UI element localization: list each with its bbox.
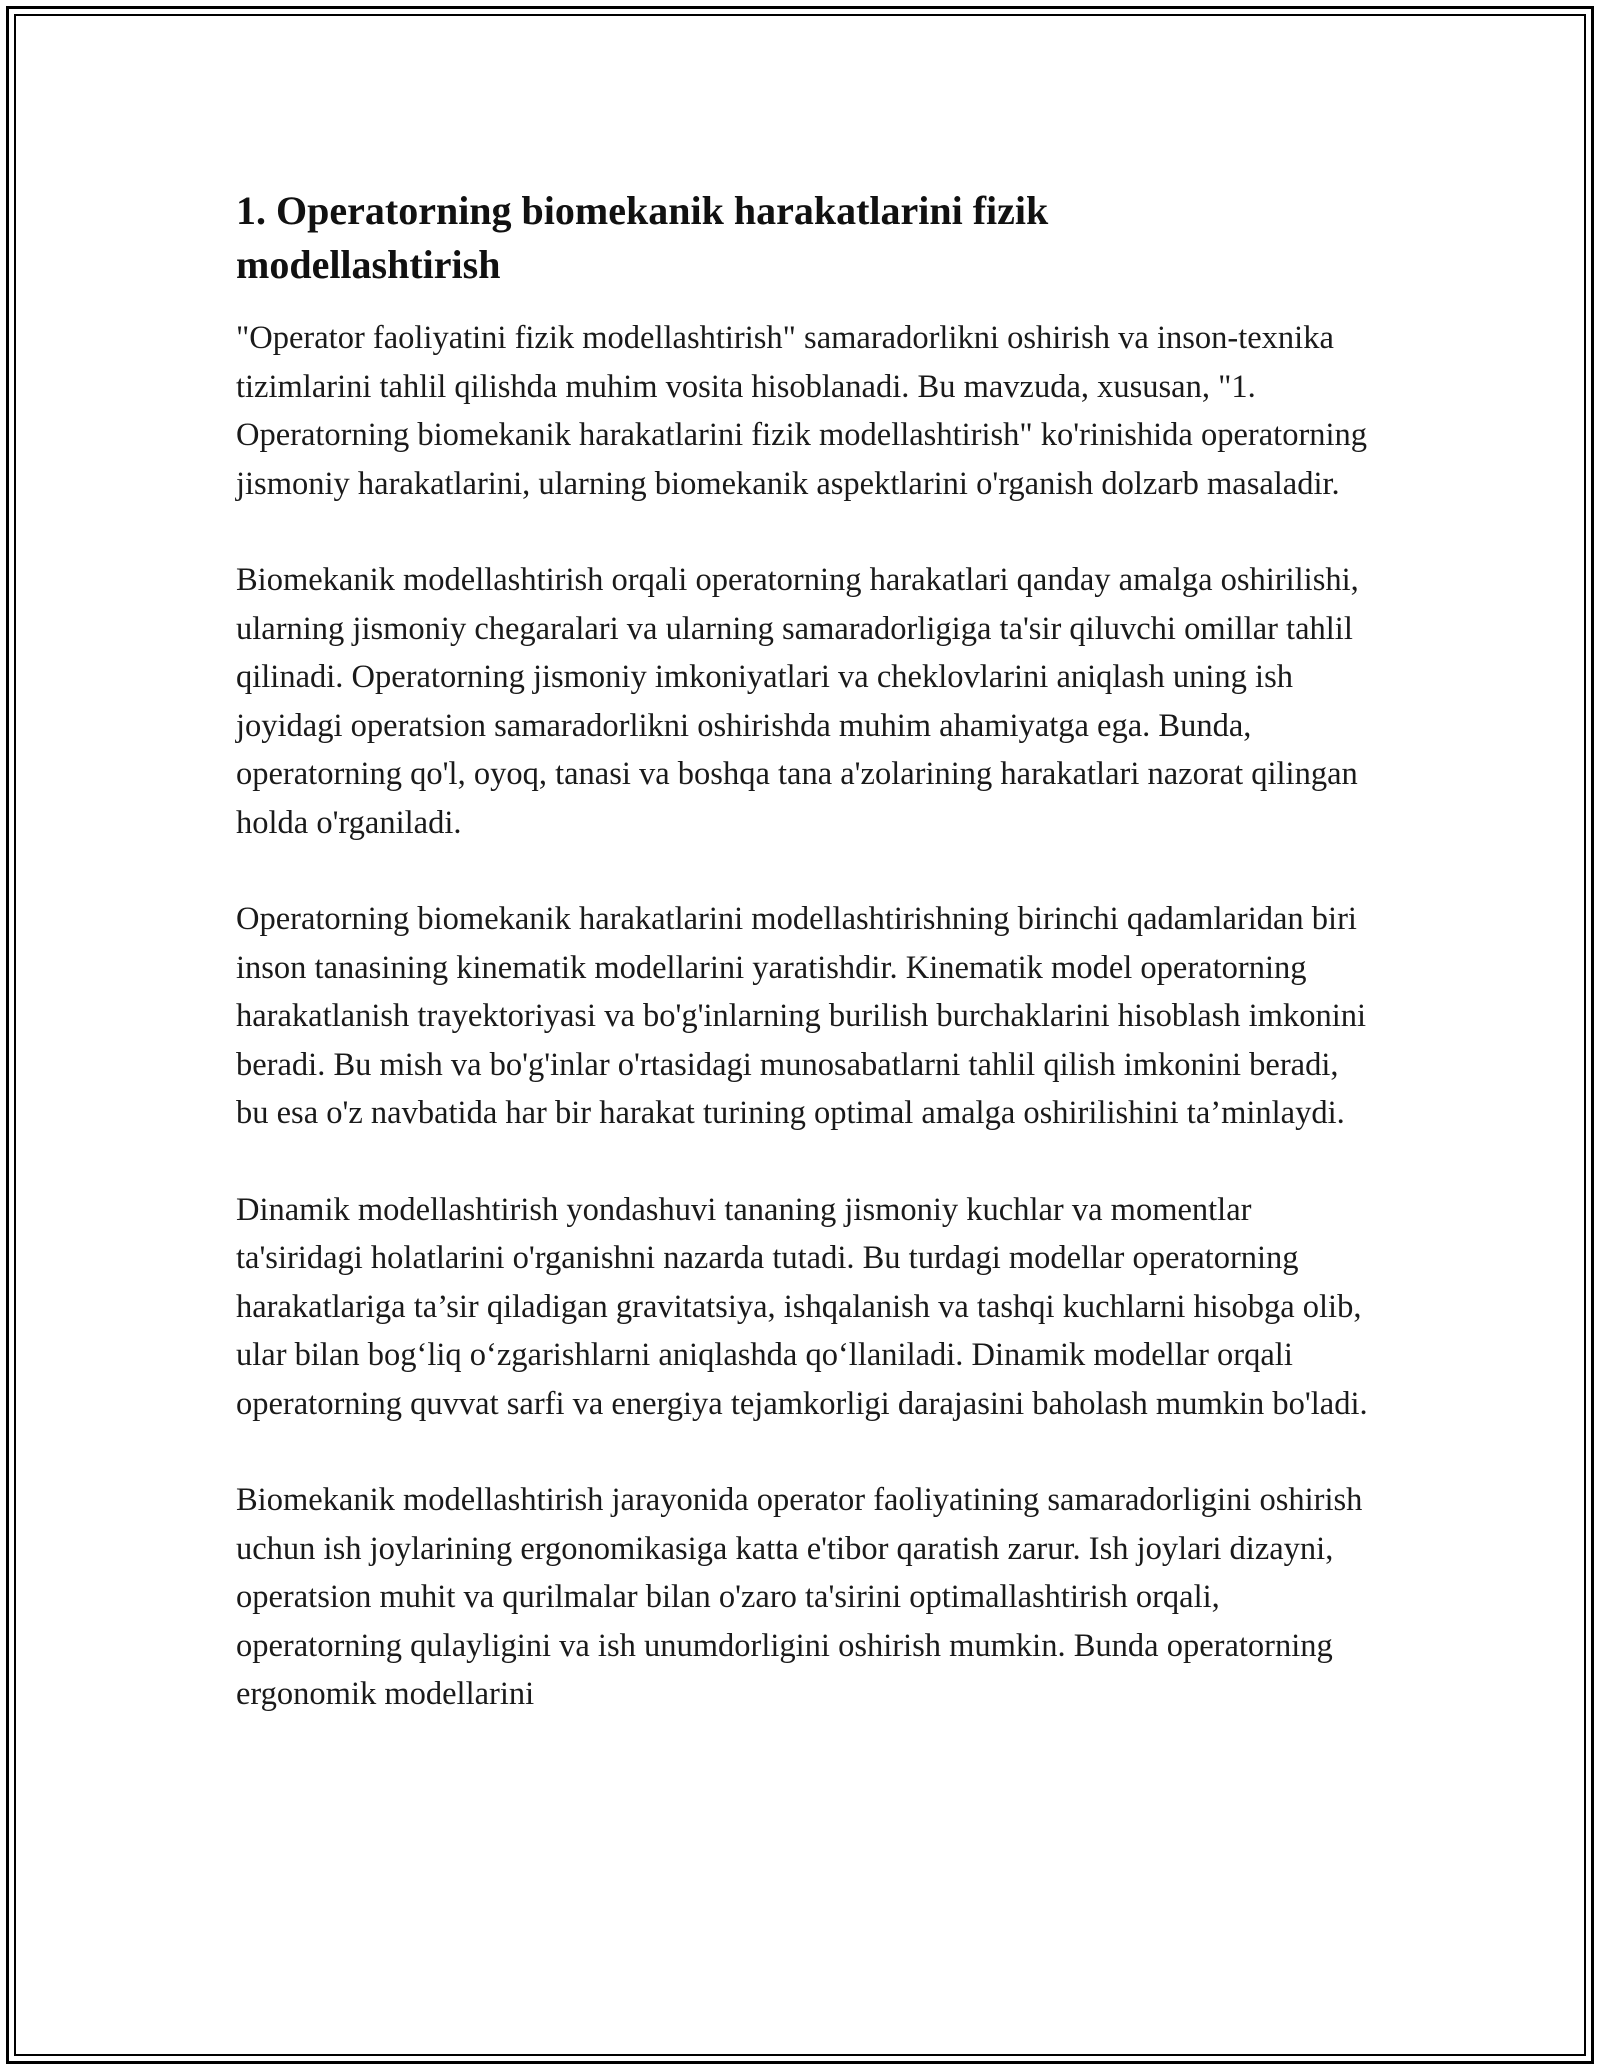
section-title [236, 184, 1371, 292]
paragraph-ergonomics: Biomekanik modellashtirish jarayonida operator faoliyatining samaradorligini oshirish uchun ish joylarining ergonomikasiga katta e'tibor qaratish zarur. Ish joylari dizayni, operatsion muhit va qurilmalar bilan o'zaro ta'sirini optimallashtirish orqali, operatorning qulayligini va ish unumdorligini oshirish mumkin. Bunda operatorning ergonomik modellarini [236, 1482, 1363, 1712]
paragraph-kinematic-model: Operatorning biomekanik harakatlarini modellashtirishning birinchi qadamlaridan biri inson tanasining kinematik modellarini yaratishdir. Kinematik model operatorning harakatlanish trayektoriyasi va bo'g'inlarning burilish burchaklarini hisoblash imkonini beradi. Bu mish va bo'g'inlar o'rtasidagi munosabatlarni tahlil qilish imkonini beradi, bu esa o'z navbatida har bir harakat turining optimal amalga oshirilishini ta’minlaydi. [236, 901, 1367, 1131]
paragraph-dynamic-model: Dinamik modellashtirish yondashuvi tananing jismoniy kuchlar va momentlar ta'siridagi holatlarini o'rganishni nazarda tutadi. Bu turdagi modellar operatorning harakatlariga ta’sir qiladigan gravitatsiya, ishqalanish va tashqi kuchlarni hisobga olib, ular bilan bog‘liq o‘zgarishlarni aniqlashda qo‘llaniladi. Dinamik modellar orqali operatorning quvvat sarfi va energiya tejamkorligi darajasini baholash mumkin bo'ladi. [236, 1191, 1368, 1422]
section-title-line-2: modellashtirish [236, 242, 501, 287]
paragraph-biomechanical-analysis: Biomekanik modellashtirish orqali operatorning harakatlari qanday amalga oshirilishi, ularning jismoniy chegaralari va ularning samaradorligiga ta'sir qiluvchi omillar tahlil qilinadi. Operatorning jismoniy imkoniyatlari va cheklovlarini aniqlash uning ish joyidagi operatsion samaradorlikni oshirishda muhim ahamiyatga ega. Bunda, operatorning qo'l, oyoq, tanasi va boshqa tana a'zolarining harakatlari nazorat qilingan holda o'rganiladi. [236, 562, 1359, 841]
paragraph-intro: "Operator faoliyatini fizik modellashtirish" samaradorlikni oshirish va inson-texnika tizimlarini tahlil qilishda muhim vosita hisoblanadi. Bu mavzuda, xususan, "1. Operatorning biomekanik harakatlarini fizik modellashtirish" ko'rinishida operatorning jismoniy harakatlarini, ularning biomekanik aspektlarini o'rganish dolzarb masaladir. [236, 320, 1368, 502]
section-title-line-1: 1. Operatorning biomekanik harakatlarini fizik [236, 188, 1049, 233]
document-body [236, 184, 1371, 1767]
